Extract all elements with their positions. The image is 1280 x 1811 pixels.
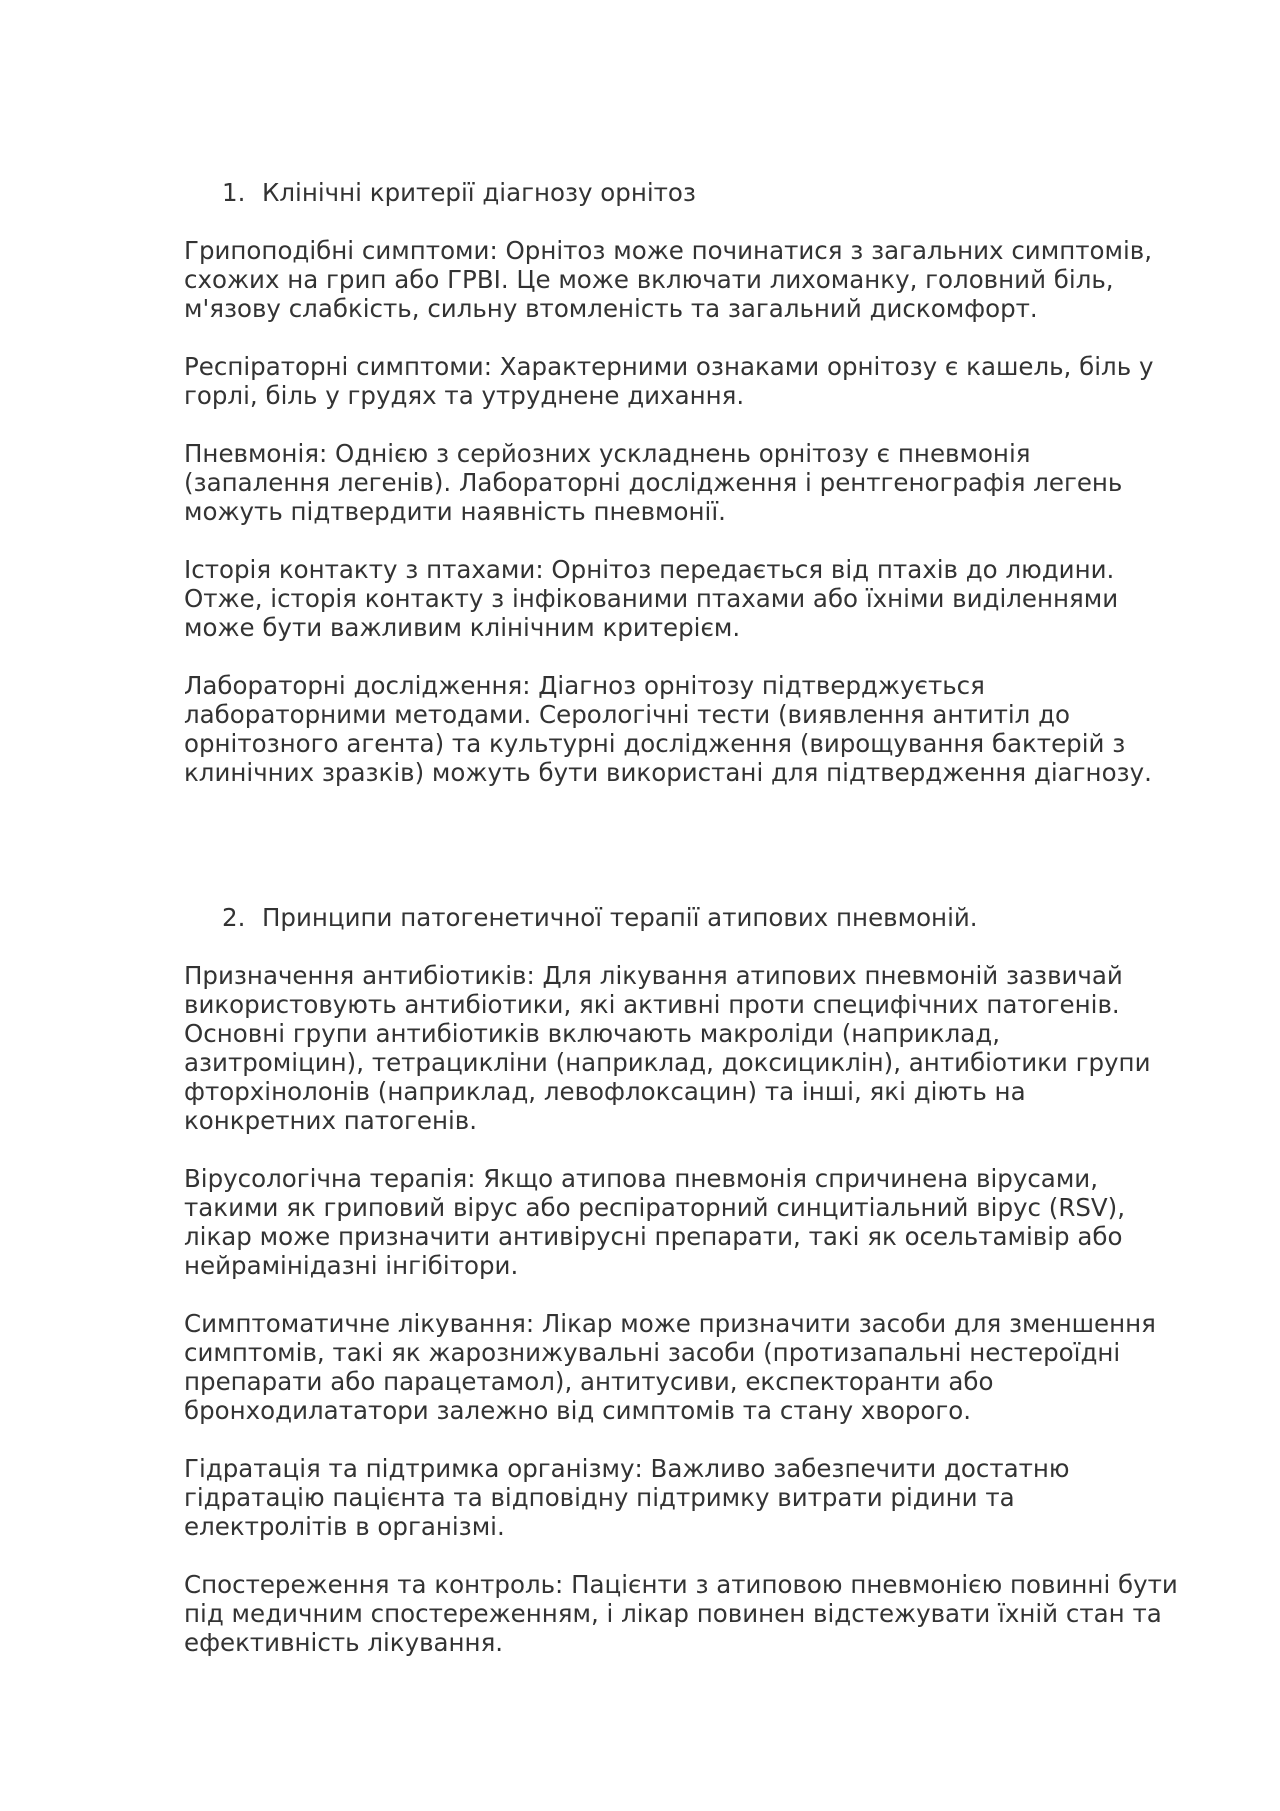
text-line: ефективність лікування. bbox=[184, 1628, 504, 1657]
paragraph-pneumonia bbox=[184, 439, 1204, 526]
paragraph-lab-tests bbox=[184, 671, 1204, 787]
section-1-number: 1. bbox=[222, 178, 246, 207]
paragraph-flu-like-symptoms bbox=[184, 236, 1204, 323]
paragraph-hydration bbox=[184, 1454, 1204, 1541]
text-line: може бути важливим клінічним критерієм. bbox=[184, 613, 741, 642]
text-line: Симптоматичне лікування: Лікар може призначити засоби для зменшення bbox=[184, 1309, 1156, 1338]
text-line: Історія контакту з птахами: Орнітоз передається від птахів до людини. bbox=[184, 555, 1115, 584]
paragraph-antibiotics bbox=[184, 961, 1204, 1135]
text-line: лабораторними методами. Серологічні тести (виявлення антитіл до bbox=[184, 700, 1071, 729]
paragraph-symptomatic-treatment bbox=[184, 1309, 1204, 1425]
text-line: Спостереження та контроль: Пацієнти з атиповою пневмонією повинні бути bbox=[184, 1570, 1178, 1599]
text-line: препарати або парацетамол), антитусиви, експекторанти або bbox=[184, 1367, 994, 1396]
paragraph-antiviral-therapy bbox=[184, 1164, 1204, 1280]
text-line: схожих на грип або ГРВІ. Це може включати лихоманку, головний біль, bbox=[184, 265, 1114, 294]
text-line: симптомів, такі як жарознижувальні засоби (протизапальні нестероїдні bbox=[184, 1338, 1121, 1367]
paragraph-bird-contact-history bbox=[184, 555, 1204, 642]
paragraph-monitoring bbox=[184, 1570, 1204, 1657]
section-spacer bbox=[184, 816, 1204, 903]
text-line: Лабораторні дослідження: Діагноз орнітозу підтверджується bbox=[184, 671, 985, 700]
text-line: можуть підтвердити наявність пневмонії. bbox=[184, 497, 726, 526]
text-line: орнітозного агента) та культурні дослідження (вирощування бактерій з bbox=[184, 729, 1126, 758]
text-line: Основні групи антибіотиків включають макроліди (наприклад, bbox=[184, 1019, 1000, 1048]
text-line: фторхінолонів (наприклад, левофлоксацин) та інші, які діють на bbox=[184, 1077, 1026, 1106]
text-line: Респіраторні симптоми: Характерними ознаками орнітозу є кашель, біль у bbox=[184, 352, 1154, 381]
text-line: конкретних патогенів. bbox=[184, 1106, 478, 1135]
section-2-title: Принципи патогенетичної терапії атипових пневмоній. bbox=[262, 903, 978, 932]
paragraph-respiratory-symptoms bbox=[184, 352, 1204, 410]
section-2-heading bbox=[222, 903, 1204, 932]
text-line: такими як грипoвий вірус або респіраторний синцитіальний вірус (RSV), bbox=[184, 1193, 1126, 1222]
section-1-heading bbox=[222, 178, 1204, 207]
text-line: нейрамінідазні інгібітори. bbox=[184, 1251, 519, 1280]
text-line: Призначення антибіотиків: Для лікування атипових пневмоній зазвичай bbox=[184, 961, 1123, 990]
text-line: азитроміцин), тетрацикліни (наприклад, доксициклін), антибіотики групи bbox=[184, 1048, 1151, 1077]
text-line: (запалення легенів). Лабораторні дослідження і рентгенографія легень bbox=[184, 468, 1123, 497]
section-1-title: Клінічні критерії діагнозу орнітоз bbox=[262, 178, 696, 207]
text-line: використовують антибіотики, які активні проти специфічних патогенів. bbox=[184, 990, 1120, 1019]
text-line: бронходилататори залежно від симптомів та стану хворого. bbox=[184, 1396, 972, 1425]
text-line: Грипоподібні симптоми: Орнітоз може починатися з загальних симптомів, bbox=[184, 236, 1153, 265]
text-line: Вірусологічна терапія: Якщо атипова пневмонія спричинена вірусами, bbox=[184, 1164, 1099, 1193]
text-line: під медичним спостереженням, і лікар повинен відстежувати їхній стан та bbox=[184, 1599, 1162, 1628]
text-line: лікар може призначити антивірусні препарати, такі як осельтамівір або bbox=[184, 1222, 1123, 1251]
text-line: Гідратація та підтримка організму: Важливо забезпечити достатню bbox=[184, 1454, 1070, 1483]
text-line: горлі, біль у грудях та утруднене дихання. bbox=[184, 381, 745, 410]
text-line: гідратацію пацієнта та відповідну підтримку витрати рідини та bbox=[184, 1483, 1015, 1512]
text-line: м'язову слабкість, сильну втомленість та загальний дискомфорт. bbox=[184, 294, 1038, 323]
section-2-number: 2. bbox=[222, 903, 246, 932]
text-line: електролітів в організмі. bbox=[184, 1512, 505, 1541]
document-body bbox=[184, 178, 1204, 1686]
text-line: клинічних зразків) можуть бути використані для підтвердження діагнозу. bbox=[184, 758, 1152, 787]
text-line: Отже, історія контакту з інфікованими птахами або їхніми виділеннями bbox=[184, 584, 1119, 613]
text-line: Пневмонія: Однією з серйозних ускладнень орнітозу є пневмонія bbox=[184, 439, 1031, 468]
